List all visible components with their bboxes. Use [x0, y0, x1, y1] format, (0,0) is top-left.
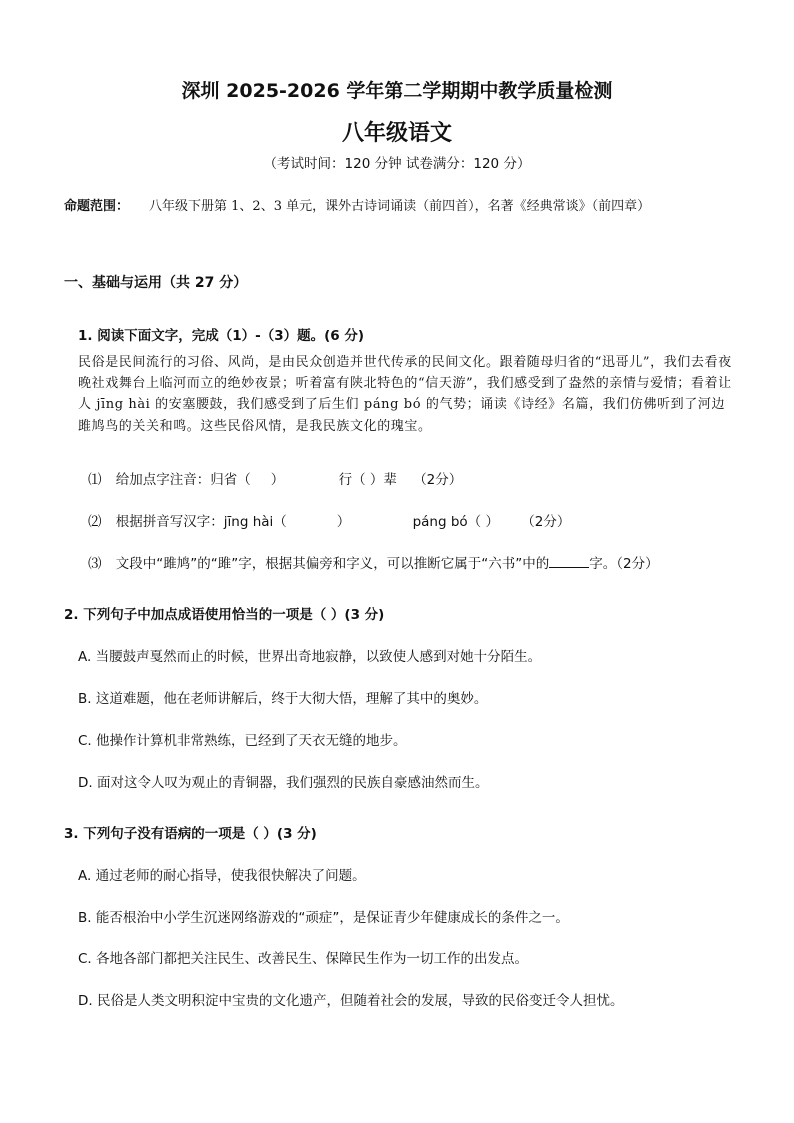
q3-option-c[interactable]: C. 各地各部门都把关注民生、改善民生、保障民生作为一切工作的出发点。	[78, 951, 529, 967]
q1-sub2	[88, 510, 570, 530]
subject-title: 八年级语文	[341, 121, 452, 146]
scope-block	[64, 192, 736, 222]
q2-option-b[interactable]: B. 这道难题，他在老师讲解后，终于大彻大悟，理解了其中的奥妙。	[78, 691, 488, 707]
q2-heading: 2. 下列句子中加点成语使用恰当的一项是（ ）(3 分)	[64, 607, 385, 623]
q1-sub3-num: ⑶	[88, 556, 102, 572]
q1-passage: 民俗是民间流行的习俗、风尚，是由民众创造并世代传承的民间文化。跟着随母归省的“迅哥儿”，我们去看夜晚社戏舞台上临河而立的绝妙夜景；听着富有陕北特色的“信天游”，我们感受到了盎然的亲情与爱情；看着让人 jīng hài 的安塞腰鼓，我们感受到了后生们 páng bó 的气势；诵读《诗经》名篇，我们仿佛听到了河边雎鸠鸟的关关和鸣。这些民俗风情，是我民族文化的瑰宝。	[78, 355, 732, 434]
q2-option-d[interactable]: D. 面对这令人叹为观止的青铜器，我们强烈的民族自豪感油然而生。	[78, 775, 489, 791]
q1-sub1-num: ⑴	[88, 472, 102, 488]
q1-sub2-text-a: 根据拼音写汉字：jīng hài（	[115, 514, 287, 530]
exam-title: 深圳 2025-2026 学年第二学期期中教学质量检测	[181, 80, 613, 102]
q1-sub1	[88, 468, 462, 488]
q2-option-a[interactable]: A. 当腰鼓声戛然而止的时候，世界出奇地寂静，以致使人感到对她十分陌生。	[78, 649, 542, 665]
q1-sub1-score: （2分）	[413, 472, 463, 488]
q1-sub2-text-c: páng bó（ ）	[412, 514, 499, 530]
q1-heading: 1. 阅读下面文字，完成（1）-（3）题。(6 分)	[78, 328, 365, 344]
section-1-title: 一、基础与运用（共 27 分）	[64, 275, 248, 291]
q1-sub2-text-b: ）	[336, 514, 351, 530]
q2-option-c[interactable]: C. 他操作计算机非常熟练，已经到了天衣无缝的地步。	[78, 733, 407, 749]
scope-text: 八年级下册第 1、2、3 单元，课外古诗词诵读（前四首），名著《经典常谈》（前四章）	[149, 199, 651, 214]
q1-sub1-text-b: ）	[270, 472, 285, 488]
q3-heading: 3. 下列句子没有语病的一项是（ ）(3 分)	[64, 826, 317, 842]
q3-option-a[interactable]: A. 通过老师的耐心指导，使我很快解决了问题。	[78, 868, 366, 884]
time-info: （考试时间：120 分钟 试卷满分：120 分）	[263, 156, 531, 172]
q3-option-d[interactable]: D. 民俗是人类文明积淀中宝贵的文化遗产，但随着社会的发展，导致的民俗变迁令人担忧。	[78, 993, 624, 1009]
q1-sub3-answer-blank[interactable]	[549, 555, 589, 568]
q1-sub2-score: （2分）	[521, 514, 571, 530]
q3-option-b[interactable]: B. 能否根治中小学生沉迷网络游戏的“顽症”，是保证青少年健康成长的条件之一。	[78, 910, 569, 926]
q1-sub1-text-c: 行（ ）辈	[338, 472, 397, 488]
q1-sub3-text-a: 文段中“雎鸠”的“雎”字，根据其偏旁和字义，可以推断它属于“六书”中的	[115, 556, 550, 572]
q1-sub2-num: ⑵	[88, 514, 102, 530]
q1-sub3-text-b: 字。（2分）	[589, 556, 659, 572]
q1-sub1-text-a: 给加点字注音：归省（	[115, 472, 251, 488]
q1-sub3	[88, 552, 659, 572]
scope-label: 命题范围：	[64, 199, 130, 214]
